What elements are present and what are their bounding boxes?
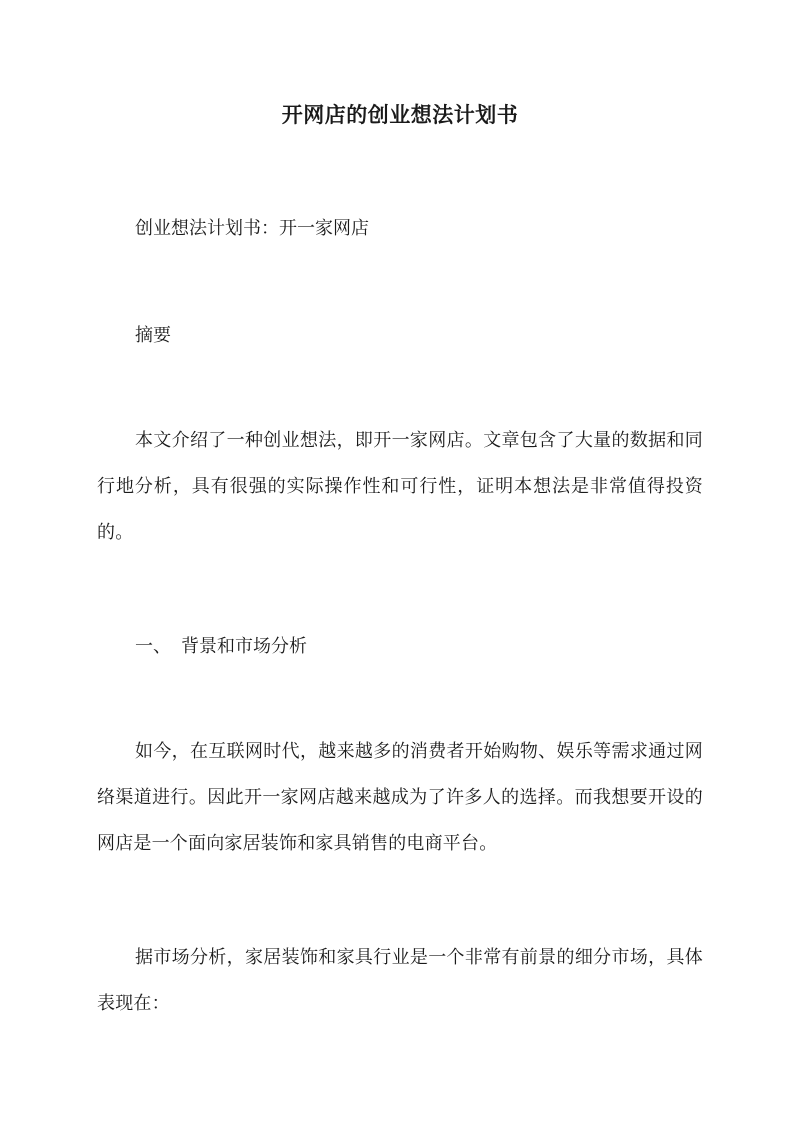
abstract-heading: 摘要 [135, 325, 171, 346]
section-title: 背景和市场分析 [181, 636, 307, 657]
section-number: 一、 [135, 636, 171, 657]
document-subtitle: 创业想法计划书：开一家网店 [135, 218, 369, 239]
section-heading-1 [135, 632, 307, 662]
abstract-paragraph: 本文介绍了一种创业想法，即开一家网店。文章包含了大量的数据和同行地分析，具有很强的实际操作性和可行性，证明本想法是非常值得投资的。 [97, 430, 703, 543]
market-paragraph: 据市场分析，家居装饰和家具行业是一个非常有前景的细分市场，具体表现在： [97, 947, 703, 1014]
document-title: 开网店的创业想法计划书 [281, 102, 519, 127]
background-paragraph: 如今，在互联网时代，越来越多的消费者开始购物、娱乐等需求通过网络渠道进行。因此开一家网店越来越成为了许多人的选择。而我想要开设的网店是一个面向家居装饰和家具销售的电商平台。 [97, 741, 703, 854]
